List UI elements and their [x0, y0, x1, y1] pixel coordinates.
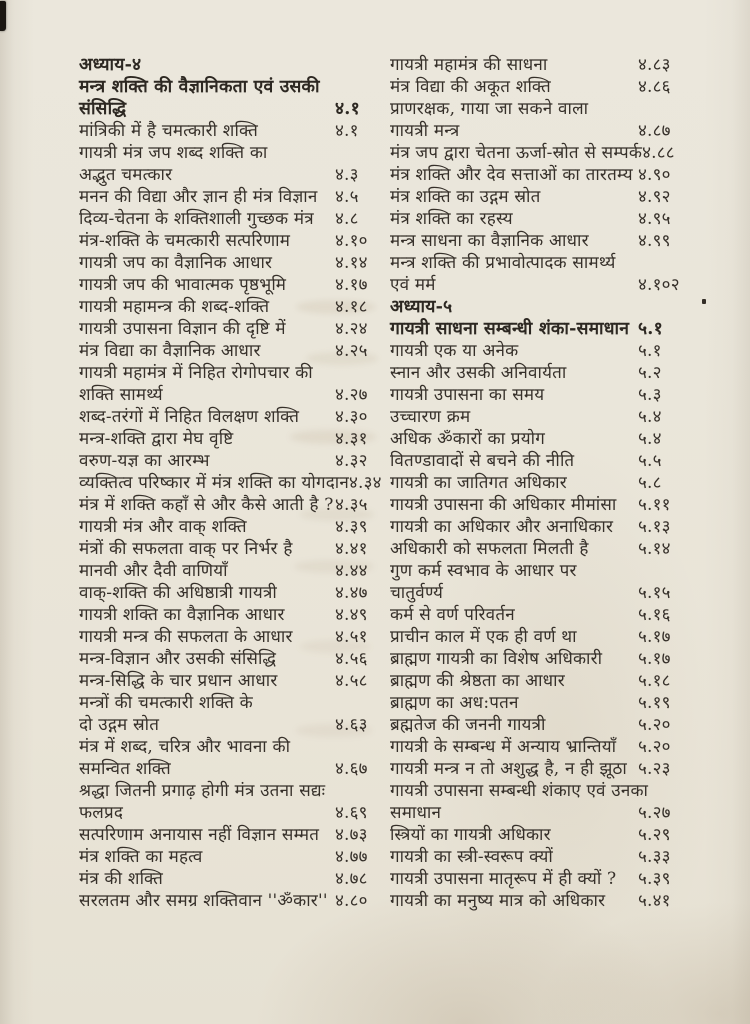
toc-entry [79, 252, 372, 274]
entry-page-number: ४.३२ [335, 451, 368, 471]
entry-page-number: ५.२० [638, 737, 671, 757]
entry-title: गायत्री मंत्र जप शब्द शक्ति का [79, 143, 268, 163]
toc-entry [390, 714, 690, 736]
entry-page-number: ४.८३ [638, 55, 671, 75]
entry-title: मानवी और दैवी वाणियाँ [79, 561, 228, 581]
entry-page-number: ५.२९ [638, 825, 671, 845]
entry-page-number: ४.९० [638, 165, 671, 185]
toc-entry [390, 692, 690, 714]
entry-title: गायत्री उपासना सम्बन्धी शंकाए एवं उनका [390, 781, 649, 801]
entry-title: मन्त्र-विज्ञान और उसकी संसिद्धि [79, 649, 277, 669]
toc-entry [390, 846, 690, 868]
entry-title: मंत्र विद्या की अकूत शक्ति [390, 77, 551, 97]
entry-title: शब्द-तरंगों में निहित विलक्षण शक्ति [79, 407, 300, 427]
toc-entry [390, 76, 690, 98]
entry-page-number: ५.४ [638, 407, 662, 427]
entry-page-number: ४.८० [335, 891, 368, 911]
entry-page-number: ५.११ [638, 495, 671, 515]
entry-page-number: ५.१ [638, 319, 663, 339]
toc-entry [390, 384, 690, 406]
toc-entry [390, 516, 690, 538]
entry-page-number: ५.५ [638, 451, 662, 471]
toc-entry [390, 472, 690, 494]
entry-page-number: ५.३९ [638, 869, 671, 889]
toc-entry [79, 274, 372, 296]
entry-page-number: ४.१४ [335, 253, 368, 273]
entry-title: वितण्डावादों से बचने की नीति [390, 451, 575, 471]
entry-title: समन्वित शक्ति [79, 759, 171, 779]
entry-page-number: ४.८७ [638, 121, 671, 141]
toc-entry [390, 758, 690, 780]
entry-page-number: ५.१८ [638, 671, 671, 691]
entry-title: गायत्री मन्त्र की सफलता के आधार [79, 627, 293, 647]
entry-page-number: ४.१०२ [638, 275, 680, 295]
entry-page-number: ५.३३ [638, 847, 671, 867]
entry-page-number: ४.३१ [335, 429, 368, 449]
toc-entry [390, 604, 690, 626]
entry-page-number: ४.६३ [335, 715, 368, 735]
entry-title: गायत्री उपासना विज्ञान की दृष्टि में [79, 319, 286, 339]
entry-page-number: ४.३५ [335, 495, 368, 515]
entry-title: मन्त्र शक्ति की प्रभावोत्पादक सामर्थ्य [390, 253, 616, 273]
entry-title: गायत्री महामन्त्र की शब्द-शक्ति [79, 297, 270, 317]
toc-entry [390, 626, 690, 648]
entry-page-number: ५.१४ [638, 539, 671, 559]
entry-title: गायत्री मन्त्र [390, 121, 460, 141]
toc-entry [390, 890, 690, 912]
toc-entry [390, 274, 690, 296]
entry-title: मन्त्र साधना का वैज्ञानिक आधार [390, 231, 589, 251]
entry-page-number: ४.८ [335, 209, 359, 229]
entry-page-number: ५.२७ [638, 803, 671, 823]
toc-entry [390, 780, 690, 802]
toc-entry [390, 164, 690, 186]
entry-page-number: ५.१६ [638, 605, 671, 625]
toc-entry [79, 736, 372, 758]
scan-corner-artifact [0, 1, 6, 31]
entry-title: मांत्रिकी में है चमत्कारी शक्ति [79, 121, 258, 141]
entry-title: समाधान [390, 803, 442, 823]
toc-entry [79, 208, 372, 230]
entry-title: गायत्री साधना सम्बन्धी शंका-समाधान [390, 319, 630, 339]
entry-page-number: ५.३ [638, 385, 662, 405]
entry-title: मंत्र की शक्ति [79, 869, 163, 889]
entry-title: स्नान और उसकी अनिवार्यता [390, 363, 567, 383]
entry-page-number: ४.३९ [335, 517, 368, 537]
entry-page-number: ४.५१ [335, 627, 368, 647]
toc-entry [79, 384, 372, 406]
entry-page-number: ४.३० [335, 407, 368, 427]
entry-title: मन्त्र-सिद्धि के चार प्रधान आधार [79, 671, 278, 691]
entry-title: गायत्री के सम्बन्ध में अन्याय भ्रान्तियाँ [390, 737, 617, 757]
entry-page-number: ४.५ [335, 187, 359, 207]
ink-speck [702, 299, 706, 304]
entry-title: प्राचीन काल में एक ही वर्ण था [390, 627, 577, 647]
entry-title: गायत्री जप की भावात्मक पृष्ठभूमि [79, 275, 287, 295]
toc-entry [79, 450, 372, 472]
entry-title: मन्त्र शक्ति की वैज्ञानिकता एवं उसकी [79, 77, 320, 97]
toc-column-left [79, 54, 382, 912]
toc-entry [390, 428, 690, 450]
entry-page-number: ४.९२ [638, 187, 671, 207]
toc-entry [390, 120, 690, 142]
toc-entry [79, 758, 372, 780]
entry-title: गायत्री उपासना की अधिकार मीमांसा [390, 495, 617, 515]
entry-page-number: ५.१७ [638, 649, 671, 669]
entry-page-number: ४.७७ [335, 847, 368, 867]
toc-entry [390, 296, 690, 318]
toc-entry [79, 670, 372, 692]
entry-page-number: ४.२५ [335, 341, 368, 361]
entry-title: स्त्रियों का गायत्री अधिकार [390, 825, 551, 845]
entry-title: गायत्री का स्त्री-स्वरूप क्यों [390, 847, 553, 867]
toc-entry [390, 736, 690, 758]
entry-title: गायत्री का जातिगत अधिकार [390, 473, 567, 493]
toc-entry [390, 340, 690, 362]
entry-title: प्राणरक्षक, गाया जा सकने वाला [390, 99, 589, 119]
toc-entry [390, 868, 690, 890]
entry-page-number: ५.१३ [638, 517, 671, 537]
entry-title: गायत्री शक्ति का वैज्ञानिक आधार [79, 605, 285, 625]
entry-page-number: ४.१ [335, 121, 359, 141]
toc-entry [390, 230, 690, 252]
entry-title: एवं मर्म [390, 275, 436, 295]
entry-page-number: ५.२० [638, 715, 671, 735]
entry-title: ब्राह्मण का अध:पतन [390, 693, 519, 713]
entry-page-number: ५.४ [638, 429, 662, 449]
entry-page-number: ४.२७ [335, 385, 368, 405]
toc-entry [79, 340, 372, 362]
toc-entry [390, 582, 690, 604]
entry-title: शक्ति सामर्थ्य [79, 385, 163, 405]
toc-entry [390, 494, 690, 516]
toc-entry [79, 868, 372, 890]
toc-entry [390, 802, 690, 824]
entry-title: अद्भुत चमत्कार [79, 165, 173, 185]
entry-title: अधिकारी को सफलता मिलती है [390, 539, 589, 559]
entry-title: मंत्र में शक्ति कहाँ से और कैसे आती है ? [79, 495, 334, 515]
entry-title: अध्याय-४ [79, 55, 142, 75]
toc-entry [79, 428, 372, 450]
entry-title: गायत्री महामंत्र में निहित रोगोपचार की [79, 363, 313, 383]
toc-entry [79, 230, 372, 252]
entry-title: मन्त्र-शक्ति द्वारा मेघ वृष्टि [79, 429, 234, 449]
entry-title: गायत्री मन्त्र न तो अशुद्ध है, न ही झूठा [390, 759, 628, 779]
entry-title: संसिद्धि [79, 99, 127, 119]
entry-page-number: ४.२४ [335, 319, 368, 339]
toc-entry [79, 692, 372, 714]
toc-entry [79, 538, 372, 560]
toc-entry [390, 54, 690, 76]
toc-entry [79, 582, 372, 604]
entry-title: मंत्र जप द्वारा चेतना ऊर्जा-स्रोत से सम्पर्क [390, 143, 643, 163]
entry-page-number: ४.९९ [638, 231, 671, 251]
toc-entry [390, 142, 690, 164]
toc-entry [390, 560, 690, 582]
entry-page-number: ४.१८ [335, 297, 368, 317]
toc-entry [79, 626, 372, 648]
entry-title: वरुण-यज्ञ का आरम्भ [79, 451, 210, 471]
entry-title: गायत्री का मनुष्य मात्र को अधिकार [390, 891, 606, 911]
toc-entry [390, 538, 690, 560]
entry-title: श्रद्धा जितनी प्रगाढ़ होगी मंत्र उतना सद्यः [79, 781, 326, 801]
toc-entry [79, 76, 372, 98]
entry-page-number: ४.३४ [348, 473, 382, 493]
toc-column-right [390, 54, 690, 912]
toc-entry [390, 362, 690, 384]
entry-page-number: ४.५८ [335, 671, 368, 691]
toc-entry [390, 318, 690, 340]
entry-title: गुण कर्म स्वभाव के आधार पर [390, 561, 577, 581]
toc-entry [390, 186, 690, 208]
entry-title: गायत्री महामंत्र की साधना [390, 55, 548, 75]
toc-entry [79, 186, 372, 208]
toc-entry [390, 648, 690, 670]
entry-title: गायत्री उपासना मातृरूप में ही क्यों ? [390, 869, 617, 889]
entry-title: मनन की विद्या और ज्ञान ही मंत्र विज्ञान [79, 187, 318, 207]
toc-entry [79, 472, 382, 494]
entry-page-number: ५.१९ [638, 693, 671, 713]
entry-title: वाक्-शक्ति की अधिष्ठात्री गायत्री [79, 583, 277, 603]
entry-page-number: ४.४४ [335, 561, 368, 581]
entry-title: ब्रह्मतेज की जननी गायत्री [390, 715, 546, 735]
toc-entry [390, 670, 690, 692]
entry-title: सत्परिणाम अनायास नहीं विज्ञान सम्मत [79, 825, 320, 845]
entry-page-number: ४.४७ [335, 583, 368, 603]
entry-title: चातुर्वर्ण्य [390, 583, 444, 603]
entry-title: गायत्री जप का वैज्ञानिक आधार [79, 253, 273, 273]
entry-title: कर्म से वर्ण परिवर्तन [390, 605, 515, 625]
entry-page-number: ४.६७ [335, 759, 368, 779]
entry-title: दिव्य-चेतना के शक्तिशाली गुच्छक मंत्र [79, 209, 314, 229]
entry-page-number: ५.२३ [638, 759, 671, 779]
entry-page-number: ४.१७ [335, 275, 368, 295]
entry-title: मंत्रों की सफलता वाक् पर निर्भर है [79, 539, 293, 559]
toc-entry [79, 604, 372, 626]
entry-page-number: ४.३ [335, 165, 359, 185]
entry-title: मंत्र शक्ति का महत्व [79, 847, 203, 867]
entry-page-number: ५.१ [638, 341, 662, 361]
toc-entry [390, 824, 690, 846]
toc-entry [79, 98, 372, 120]
toc-entry [79, 516, 372, 538]
toc-entry [390, 450, 690, 472]
entry-page-number: ५.१५ [638, 583, 671, 603]
entry-title: मंत्र विद्या का वैज्ञानिक आधार [79, 341, 261, 361]
entry-page-number: ५.१७ [638, 627, 671, 647]
toc-entry [79, 560, 372, 582]
entry-page-number: ४.८६ [638, 77, 671, 97]
toc-entry [79, 318, 372, 340]
entry-page-number: ५.२ [638, 363, 662, 383]
entry-page-number: ५.८ [638, 473, 662, 493]
toc-entry [79, 802, 372, 824]
entry-title: अधिक ॐकारों का प्रयोग [390, 429, 545, 449]
entry-title: मंत्र शक्ति और देव सत्ताओं का तारतम्य [390, 165, 633, 185]
entry-page-number: ४.१ [335, 99, 360, 119]
entry-title: दो उद्गम स्रोत [79, 715, 160, 735]
toc-entry [79, 362, 372, 384]
entry-title: गायत्री उपासना का समय [390, 385, 545, 405]
toc-entry [79, 54, 372, 76]
entry-title: ब्राह्मण की श्रेष्ठता का आधार [390, 671, 565, 691]
entry-page-number: ४.६९ [335, 803, 368, 823]
toc-entry [79, 890, 372, 912]
entry-title: मंत्र-शक्ति के चमत्कारी सत्परिणाम [79, 231, 291, 251]
toc-entry [79, 846, 372, 868]
entry-page-number: ४.४१ [335, 539, 368, 559]
entry-page-number: ४.४९ [335, 605, 368, 625]
toc-entry [79, 494, 372, 516]
entry-title: सरलतम और समग्र शक्तिवान ''ॐकार'' [79, 891, 328, 911]
entry-title: गायत्री मंत्र और वाक् शक्ति [79, 517, 247, 537]
entry-title: फलप्रद [79, 803, 124, 823]
entry-title: मंत्र शक्ति का रहस्य [390, 209, 513, 229]
entry-title: उच्चारण क्रम [390, 407, 471, 427]
entry-title: मंत्र में शब्द, चरित्र और भावना की [79, 737, 291, 757]
entry-title: मन्त्रों की चमत्कारी शक्ति के [79, 693, 253, 713]
toc-entry [390, 98, 690, 120]
entry-page-number: ४.९५ [638, 209, 671, 229]
toc-entry [79, 824, 372, 846]
entry-page-number: ४.७८ [335, 869, 368, 889]
entry-page-number: ४.८८ [642, 143, 675, 163]
toc-entry [79, 142, 372, 164]
entry-title: ब्राह्मण गायत्री का विशेष अधिकारी [390, 649, 603, 669]
entry-title: गायत्री का अधिकार और अनाधिकार [390, 517, 614, 537]
toc-entry [79, 120, 372, 142]
toc-entry [79, 714, 372, 736]
entry-page-number: ४.५६ [335, 649, 368, 669]
toc-entry [390, 252, 690, 274]
toc-entry [79, 406, 372, 428]
entry-page-number: ४.७३ [335, 825, 368, 845]
toc-entry [79, 648, 372, 670]
toc-entry [79, 296, 372, 318]
entry-title: अध्याय-५ [390, 297, 453, 317]
toc-entry [390, 406, 690, 428]
entry-title: गायत्री एक या अनेक [390, 341, 519, 361]
entry-title: मंत्र शक्ति का उद्गम स्रोत [390, 187, 541, 207]
toc-entry [390, 208, 690, 230]
entry-page-number: ५.४१ [638, 891, 671, 911]
toc-entry [79, 164, 372, 186]
entry-title: व्यक्तित्व परिष्कार में मंत्र शक्ति का योगदान [79, 473, 349, 493]
toc-entry [79, 780, 372, 802]
entry-page-number: ४.१० [335, 231, 368, 251]
